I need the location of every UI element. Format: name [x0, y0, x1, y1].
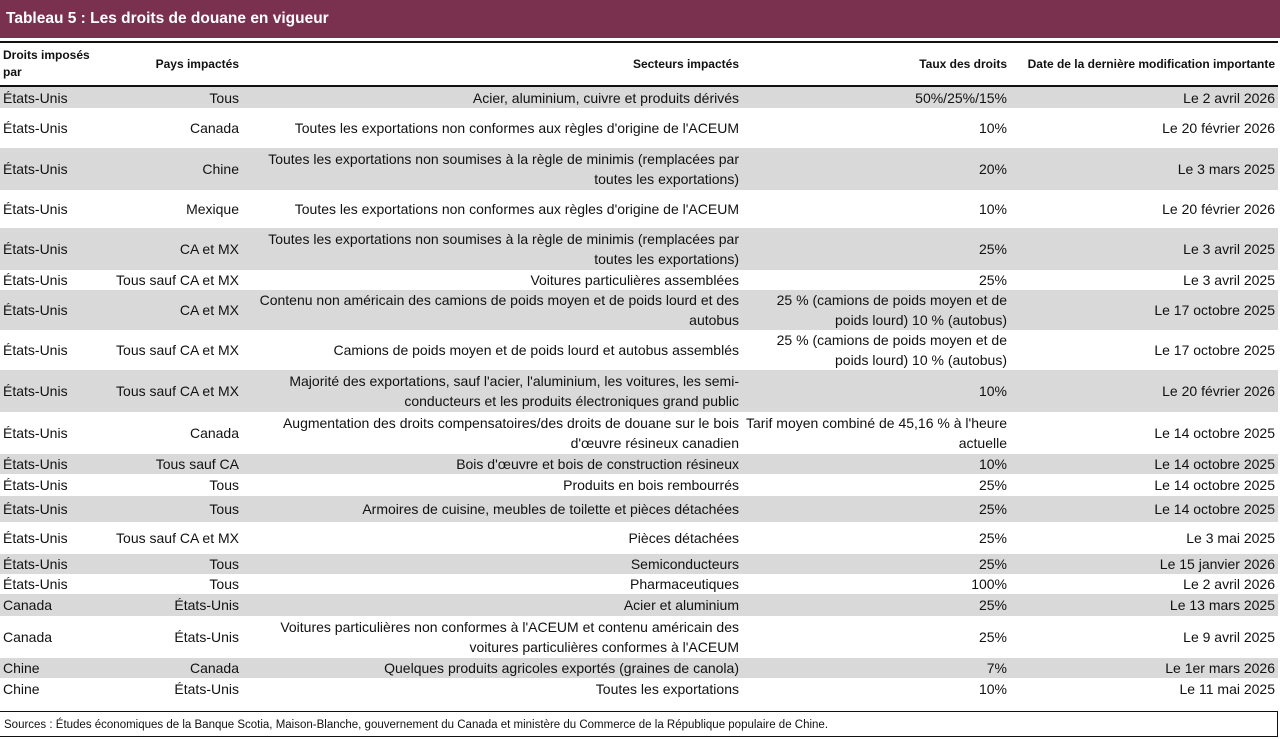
cell-rate: 25% — [742, 594, 1010, 616]
cell-imposer: États-Unis — [3, 272, 68, 288]
cell-date: Le 3 mai 2025 — [1186, 530, 1275, 546]
table-body — [0, 86, 1278, 700]
header-row — [0, 42, 1278, 86]
cell-imposer: États-Unis — [3, 477, 68, 493]
table-row — [0, 108, 1278, 148]
table-row — [0, 658, 1278, 678]
cell-imposer: Chine — [3, 681, 40, 697]
cell-sector: Majorité des exportations, sauf l'acier, l'aluminium, les voitures, les semi-conducteurs et les produits électroniques grand public — [242, 370, 742, 412]
table-row — [0, 678, 1278, 700]
header-imposer: Droits imposés par — [0, 42, 100, 86]
cell-country: Tous sauf CA — [100, 454, 242, 474]
header-date: Date de la dernière modification importante — [1010, 42, 1278, 86]
header-sector: Secteurs impactés — [242, 42, 742, 86]
cell-country: Canada — [189, 120, 239, 136]
cell-country: Tous — [100, 86, 242, 108]
header-country: Pays impactés — [100, 42, 242, 86]
cell-rate: Tarif moyen combiné de 45,16 % à l'heure actuelle — [745, 415, 1007, 451]
cell-country: Tous sauf CA et MX — [116, 272, 239, 288]
cell-sector: Acier et aluminium — [242, 594, 742, 616]
cell-country: États-Unis — [100, 594, 242, 616]
tariff-table — [0, 41, 1278, 700]
cell-imposer: États-Unis — [0, 554, 100, 574]
cell-country: États-Unis — [174, 681, 239, 697]
table-row — [0, 330, 1278, 370]
cell-date: Le 14 octobre 2025 — [1010, 454, 1278, 474]
table-row — [0, 616, 1278, 658]
cell-rate: 10% — [742, 454, 1010, 474]
table-row — [0, 86, 1278, 108]
table-title: Tableau 5 : Les droits de douane en vigueur — [0, 0, 1280, 38]
cell-sector: Quelques produits agricoles exportés (graines de canola) — [242, 658, 742, 678]
cell-rate: 10% — [978, 681, 1007, 697]
cell-country: Tous sauf CA et MX — [116, 530, 239, 546]
cell-country: Mexique — [186, 201, 239, 217]
cell-date: Le 17 octobre 2025 — [1010, 290, 1278, 330]
cell-sector: Camions de poids moyen et de poids lourd et autobus assemblés — [333, 342, 739, 358]
cell-country: Canada — [100, 658, 242, 678]
table-row — [0, 474, 1278, 496]
table-row — [0, 228, 1278, 270]
cell-sector: Contenu non américain des camions de poids moyen et de poids lourd et des autobus — [242, 290, 742, 330]
cell-date: Le 14 octobre 2025 — [1154, 425, 1275, 441]
cell-sector: Produits en bois rembourrés — [563, 477, 739, 493]
cell-sector: Toutes les exportations non soumises à la règle de minimis (remplacées par toutes les exportations) — [242, 228, 742, 270]
cell-sector: Acier, aluminium, cuivre et produits dérivés — [242, 86, 742, 108]
cell-rate: 25% — [742, 228, 1010, 270]
cell-imposer: États-Unis — [0, 496, 100, 522]
cell-date: Le 20 février 2026 — [1162, 120, 1275, 136]
cell-imposer: États-Unis — [3, 425, 68, 441]
cell-country: Canada — [189, 425, 239, 441]
cell-imposer: États-Unis — [0, 454, 100, 474]
cell-imposer: Canada — [0, 594, 100, 616]
cell-imposer: États-Unis — [0, 290, 100, 330]
cell-date: Le 3 avril 2025 — [1010, 228, 1278, 270]
cell-rate: 25% — [978, 272, 1007, 288]
cell-rate: 10% — [978, 120, 1007, 136]
cell-imposer: États-Unis — [0, 86, 100, 108]
cell-sector: Toutes les exportations non conformes aux règles d'origine de l'ACEUM — [294, 120, 739, 136]
cell-sector: Pharmaceutiques — [630, 576, 739, 592]
cell-sector: Pièces détachées — [628, 530, 739, 546]
cell-country: CA et MX — [100, 228, 242, 270]
cell-date: Le 1er mars 2026 — [1010, 658, 1278, 678]
cell-date: Le 11 mai 2025 — [1179, 681, 1275, 697]
cell-date: Le 3 avril 2025 — [1183, 272, 1275, 288]
table-row — [0, 496, 1278, 522]
cell-sector: Semiconducteurs — [242, 554, 742, 574]
cell-imposer: États-Unis — [3, 342, 68, 358]
cell-imposer: États-Unis — [0, 228, 100, 270]
cell-rate: 10% — [978, 201, 1007, 217]
cell-rate: 25 % (camions de poids moyen et de poids lourd) 10 % (autobus) — [742, 290, 1010, 330]
cell-country: Tous — [100, 496, 242, 522]
sources-note: Sources : Études économiques de la Banque Scotia, Maison-Blanche, gouvernement du Canada et ministère du Commerce de la République populaire de Chine. — [0, 711, 1278, 737]
cell-rate: 7% — [742, 658, 1010, 678]
cell-country: États-Unis — [174, 629, 239, 645]
cell-sector: Toutes les exportations non conformes aux règles d'origine de l'ACEUM — [294, 201, 739, 217]
cell-country: Tous — [209, 576, 239, 592]
table-row — [0, 270, 1278, 290]
cell-rate: 25 % (camions de poids moyen et de poids lourd) 10 % (autobus) — [776, 332, 1007, 368]
cell-imposer: États-Unis — [0, 370, 100, 412]
cell-sector: Armoires de cuisine, meubles de toilette et pièces détachées — [242, 496, 742, 522]
cell-rate: 25% — [978, 530, 1007, 546]
table-row — [0, 522, 1278, 554]
cell-date: Le 14 octobre 2025 — [1010, 496, 1278, 522]
table-row — [0, 574, 1278, 594]
table-row — [0, 412, 1278, 454]
cell-rate: 25% — [978, 477, 1007, 493]
cell-country: CA et MX — [100, 290, 242, 330]
cell-date: Le 14 octobre 2025 — [1154, 477, 1275, 493]
cell-date: Le 17 octobre 2025 — [1154, 342, 1275, 358]
header-rate: Taux des droits — [742, 42, 1010, 86]
cell-imposer: Canada — [3, 629, 53, 645]
cell-date: Le 15 janvier 2026 — [1010, 554, 1278, 574]
cell-rate: 25% — [978, 629, 1007, 645]
table-row — [0, 290, 1278, 330]
cell-sector: Voitures particulières assemblées — [530, 272, 739, 288]
cell-country: Tous — [100, 554, 242, 574]
table-row — [0, 554, 1278, 574]
cell-imposer: États-Unis — [3, 201, 68, 217]
cell-country: Tous sauf CA et MX — [100, 370, 242, 412]
cell-date: Le 13 mars 2025 — [1010, 594, 1278, 616]
cell-country: Tous sauf CA et MX — [116, 342, 239, 358]
table-row — [0, 370, 1278, 412]
cell-sector: Augmentation des droits compensatoires/des droits de douane sur le bois d'œuvre résineux canadien — [282, 415, 739, 451]
cell-imposer: Chine — [0, 658, 100, 678]
cell-imposer: États-Unis — [3, 120, 68, 136]
cell-rate: 25% — [742, 496, 1010, 522]
cell-date: Le 20 février 2026 — [1010, 370, 1278, 412]
cell-sector: Toutes les exportations non soumises à la règle de minimis (remplacées par toutes les exportations) — [242, 148, 742, 190]
cell-rate: 25% — [742, 554, 1010, 574]
cell-country: Tous — [209, 477, 239, 493]
cell-imposer: États-Unis — [0, 148, 100, 190]
cell-date: Le 20 février 2026 — [1162, 201, 1275, 217]
cell-rate: 100% — [971, 576, 1007, 592]
table-row — [0, 594, 1278, 616]
cell-date: Le 3 mars 2025 — [1010, 148, 1278, 190]
cell-sector: Toutes les exportations — [595, 681, 739, 697]
cell-imposer: États-Unis — [3, 530, 68, 546]
cell-sector: Bois d'œuvre et bois de construction résineux — [242, 454, 742, 474]
cell-country: Chine — [100, 148, 242, 190]
cell-rate: 10% — [742, 370, 1010, 412]
cell-sector: Voitures particulières non conformes à l'ACEUM et contenu américain des voitures particulières conformes à l'ACEUM — [280, 619, 739, 655]
cell-rate: 20% — [742, 148, 1010, 190]
table-row — [0, 190, 1278, 228]
cell-date: Le 9 avril 2025 — [1183, 629, 1275, 645]
cell-imposer: États-Unis — [3, 576, 68, 592]
cell-date: Le 2 avril 2026 — [1183, 576, 1275, 592]
cell-date: Le 2 avril 2026 — [1010, 86, 1278, 108]
table-row — [0, 454, 1278, 474]
table-row — [0, 148, 1278, 190]
cell-rate: 50%/25%/15% — [742, 86, 1010, 108]
